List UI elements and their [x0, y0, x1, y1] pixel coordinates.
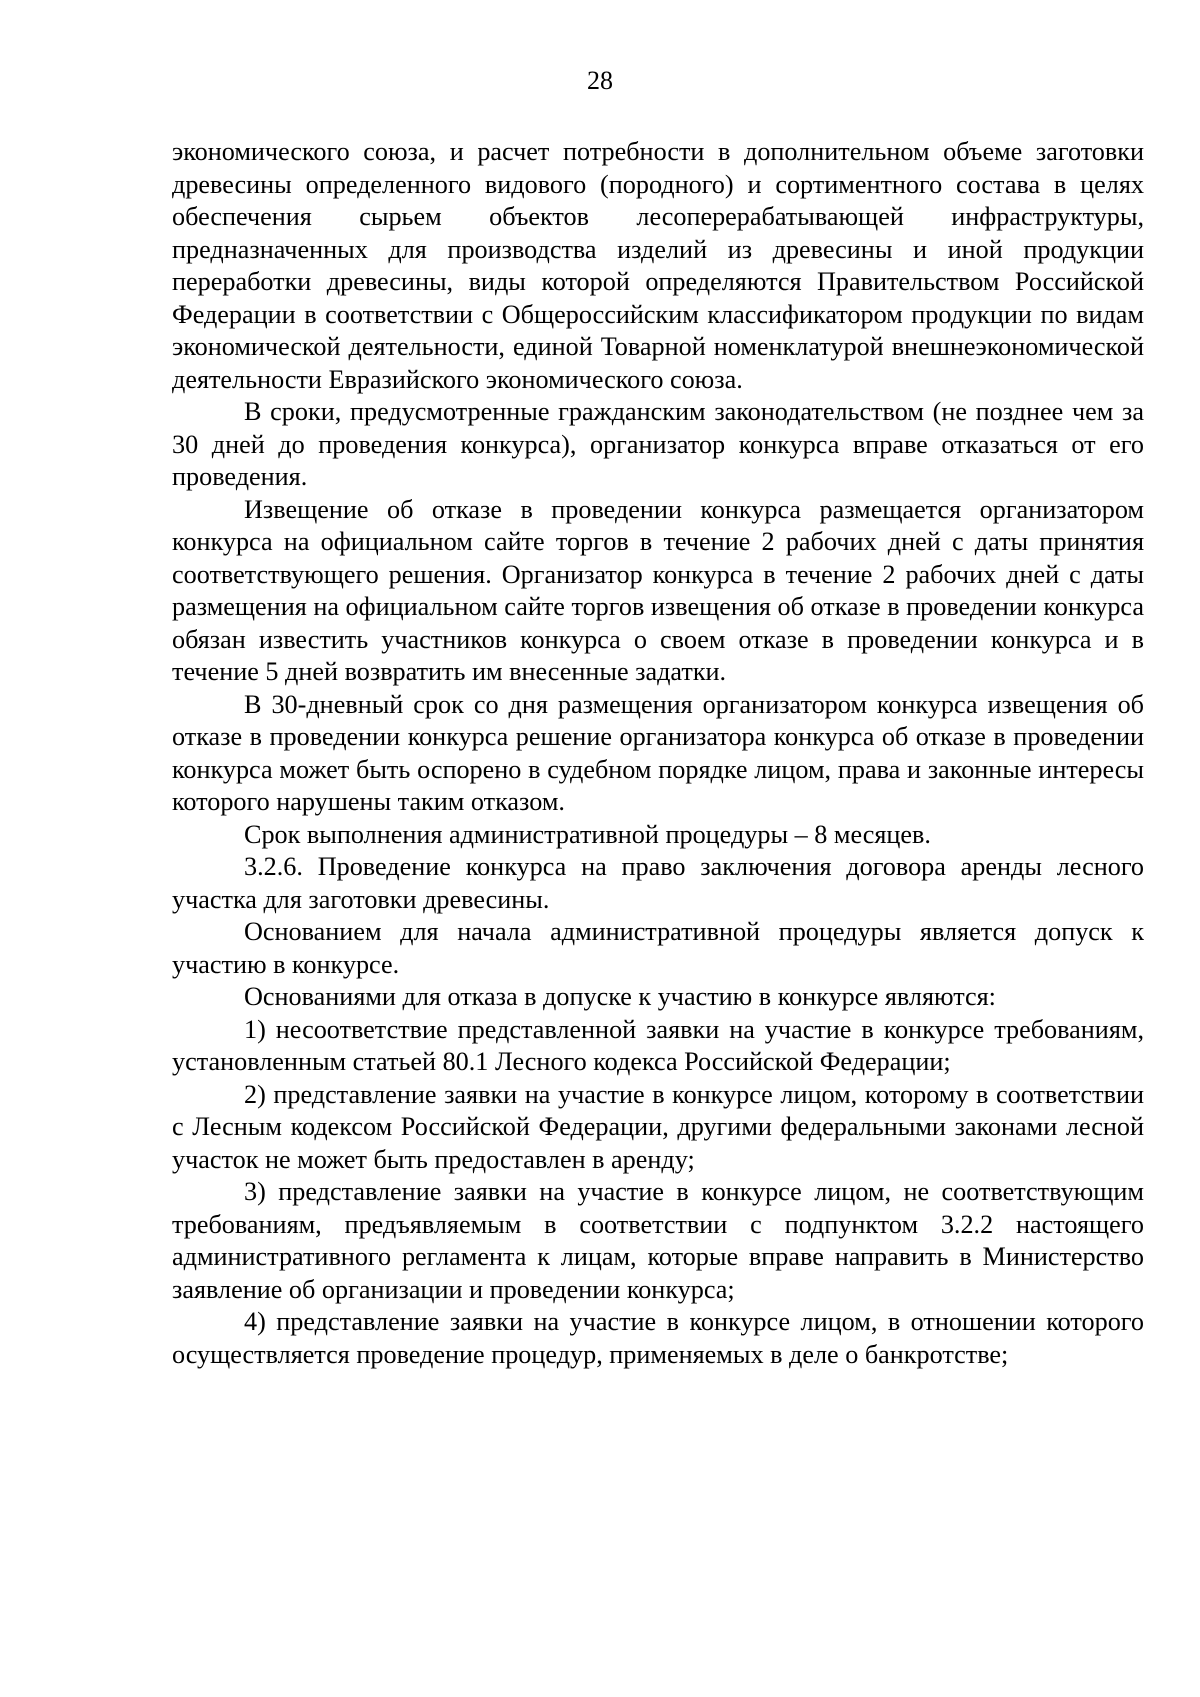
paragraph: Основанием для начала административной процедуры является допуск к участию в конкурсе.	[172, 917, 1144, 979]
paragraph: В 30-дневный срок со дня размещения организатором конкурса извещения об отказе в проведении конкурса решение организатора конкурса об отказе в проведении конкурса может быть оспорено в судебном порядке лицом, права и законные интересы которого нарушены таким отказом.	[172, 689, 1144, 816]
paragraph: экономического союза, и расчет потребности в дополнительном объеме заготовки древесины определенного видового (породного) и сортиментного состава в целях обеспечения сырьем объектов лесоперерабатывающей инфраструктуры, предназначенных для производства изделий из древесины и иной продукции переработки древесины, виды которой определяются Правительством Российской Федерации в соответствии с Общероссийским классификатором продукции по видам экономической деятельности, единой Товарной номенклатурой внешнеэкономической деятельности Евразийского экономического союза.	[172, 137, 1144, 394]
list-item: 3) представление заявки на участие в конкурсе лицом, не соответствующим требованиям, предъявляемым в соответствии с подпунктом 3.2.2 настоящего административного регламента к лицам, которые вправе направить в Министерство заявление об организации и проведении конкурса;	[172, 1177, 1144, 1304]
page-number: 28	[587, 66, 613, 95]
paragraph: Извещение об отказе в проведении конкурса размещается организатором конкурса на официальном сайте торгов в течение 2 рабочих дней с даты принятия соответствующего решения. Организатор конкурса в течение 2 рабочих дней с даты размещения на официальном сайте торгов извещения об отказе в проведении конкурса обязан известить участников конкурса о своем отказе в проведении конкурса и в течение 5 дней возвратить им внесенные задатки.	[172, 494, 1144, 686]
paragraph: Срок выполнения административной процедуры – 8 месяцев.	[244, 819, 931, 849]
list-item: 4) представление заявки на участие в конкурсе лицом, в отношении которого осуществляется проведение процедур, применяемых в деле о банкротстве;	[172, 1307, 1144, 1369]
list-item: 1) несоответствие представленной заявки на участие в конкурсе требованиям, установленным статьей 80.1 Лесного кодекса Российской Федерации;	[172, 1014, 1144, 1076]
paragraph: 3.2.6. Проведение конкурса на право заключения договора аренды лесного участка для заготовки древесины.	[172, 852, 1144, 914]
list-item: 2) представление заявки на участие в конкурсе лицом, которому в соответствии с Лесным кодексом Российской Федерации, другими федеральными законами лесной участок не может быть предоставлен в аренду;	[172, 1079, 1144, 1174]
paragraph: Основаниями для отказа в допуске к участию в конкурсе являются:	[244, 982, 996, 1011]
paragraph: В сроки, предусмотренные гражданским законодательством (не позднее чем за 30 дней до проведения конкурса), организатор конкурса вправе отказаться от его проведения.	[172, 397, 1144, 491]
document-body	[172, 136, 1144, 1371]
